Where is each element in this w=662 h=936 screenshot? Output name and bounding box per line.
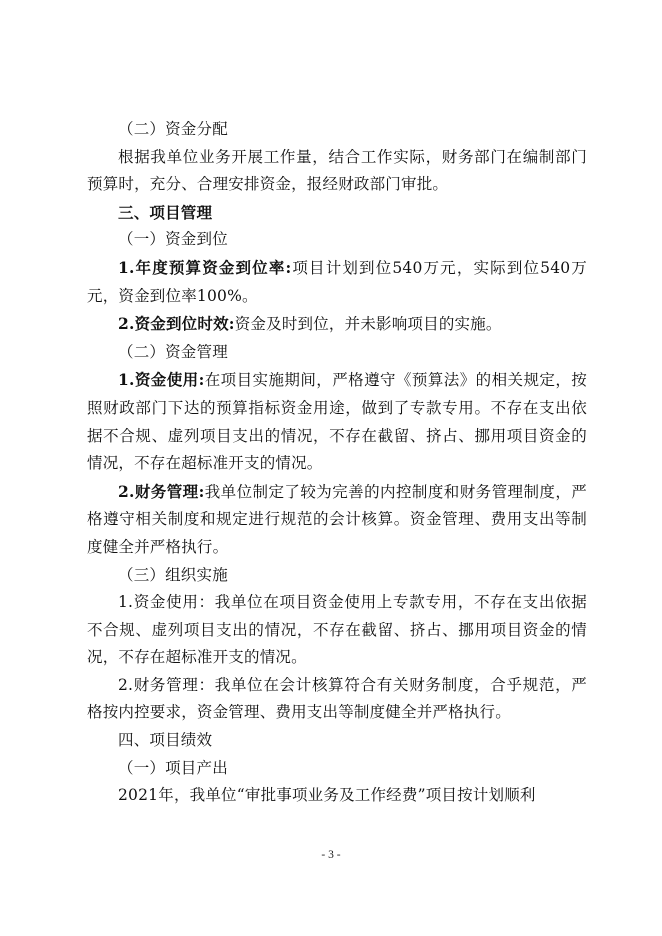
paragraph-fund-usage (87, 366, 587, 477)
item-text: 我单位制定了较为完善的内控制度和财务管理制度，严格遵守相关制度和规定进行规范的会计核算。资金管理、费用支出等制度健全并严格执行。 (87, 482, 587, 556)
paragraph-fund-allocation: 根据我单位业务开展工作量，结合工作实际，财务部门在编制部门预算时，充分、合理安排资金，报经财政部门审批。 (87, 147, 587, 194)
paragraph-financial-management (87, 478, 587, 562)
paragraph-budget-in-place-rate (87, 254, 587, 310)
item-text: 在项目实施期间，严格遵守《预算法》的相关规定，按照财政部门下达的预算指标资金用途，做到了专款专用。不存在支出依据不合规、虚列项目支出的情况，不存在截留、挤占、挪用项目资金的情况，不存在超标准开支的情况。 (87, 371, 587, 473)
paragraph-org-financial-management: 2.财务管理：我单位在会计核算符合有关财务制度，合乎规范，严格按内控要求，资金管理、费用支出等制度健全并严格执行。 (87, 675, 587, 722)
subsection-heading-funds-in-place: （一）资金到位 (118, 230, 228, 249)
subsection-heading-organization: （三）组织实施 (118, 565, 228, 584)
item-lead: 2.财务管理: (118, 481, 205, 501)
item-text: 项目计划到位540万元，实际到位540万元，资金到位率100%。 (87, 258, 588, 305)
page-number: - 3 - (321, 849, 341, 861)
paragraph-org-fund-usage: 1.资金使用：我单位在项目资金使用上专款专用，不存在支出依据不合规、虚列项目支出的情况，不存在截留、挤占、挪用项目资金的情况，不存在超标准开支的情况。 (87, 593, 587, 667)
paragraph-project-output: 2021年，我单位“审批事项业务及工作经费”项目按计划顺利 (118, 786, 536, 805)
item-lead: 1.资金使用: (118, 370, 205, 390)
section-heading-project-performance: 四、项目绩效 (118, 731, 213, 750)
subsection-heading-project-output: （一）项目产出 (118, 758, 228, 777)
item-lead: 2.资金到位时效: (118, 314, 235, 334)
item-lead: 1.年度预算资金到位率: (118, 257, 292, 277)
section-heading-project-management: 三、项目管理 (118, 202, 213, 222)
subsection-heading-fund-allocation: （二）资金分配 (118, 120, 228, 138)
item-text: 资金及时到位，并未影响项目的实施。 (234, 315, 502, 334)
document-body (87, 116, 587, 810)
paragraph-funds-timeliness (87, 310, 587, 339)
subsection-heading-fund-management: （二）资金管理 (118, 342, 228, 361)
